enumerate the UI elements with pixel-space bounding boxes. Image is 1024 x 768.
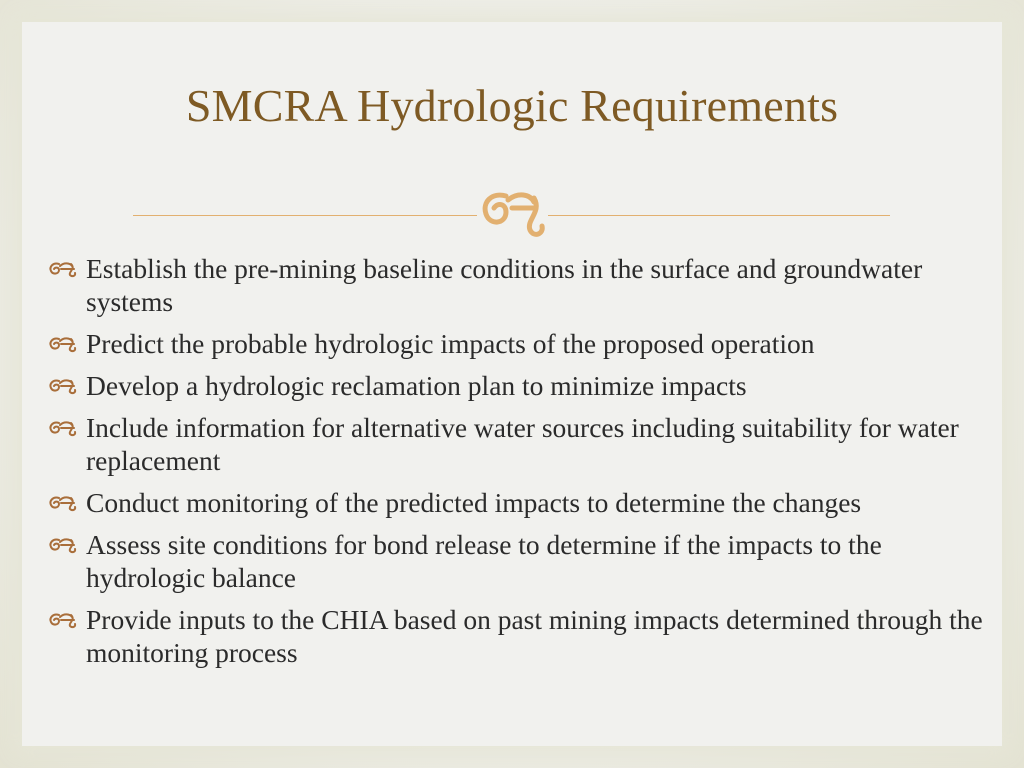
bullet-text: Establish the pre-mining baseline conditions in the surface and groundwater systems: [86, 253, 923, 317]
scroll-bullet-icon: [48, 611, 78, 629]
bullet-text: Predict the probable hydrologic impacts of the proposed operation: [86, 328, 815, 359]
scroll-bullet-icon: [48, 494, 78, 512]
list-item: [48, 486, 988, 519]
list-item: [48, 252, 988, 318]
title-divider-right: [548, 215, 890, 216]
list-item: [48, 369, 988, 402]
scroll-bullet-icon: [48, 377, 78, 395]
scroll-bullet-icon: [48, 536, 78, 554]
list-item: [48, 411, 988, 477]
list-item: [48, 327, 988, 360]
scroll-bullet-icon: [48, 419, 78, 437]
title-divider-left: [133, 215, 477, 216]
list-item: [48, 603, 988, 669]
scroll-bullet-icon: [48, 335, 78, 353]
scroll-bullet-icon: [48, 260, 78, 278]
fleuron-ornament-icon: [472, 182, 552, 242]
bullet-text: Provide inputs to the CHIA based on past mining impacts determined through the monitoring process: [86, 604, 983, 668]
bullet-list: [48, 252, 988, 678]
bullet-text: Include information for alternative water sources including suitability for water replacement: [86, 412, 959, 476]
list-item: [48, 528, 988, 594]
slide-title: SMCRA Hydrologic Requirements: [185, 80, 839, 131]
bullet-text: Assess site conditions for bond release to determine if the impacts to the hydrologic balance: [86, 529, 882, 593]
bullet-text: Conduct monitoring of the predicted impacts to determine the changes: [86, 487, 862, 518]
bullet-text: Develop a hydrologic reclamation plan to minimize impacts: [86, 370, 747, 401]
